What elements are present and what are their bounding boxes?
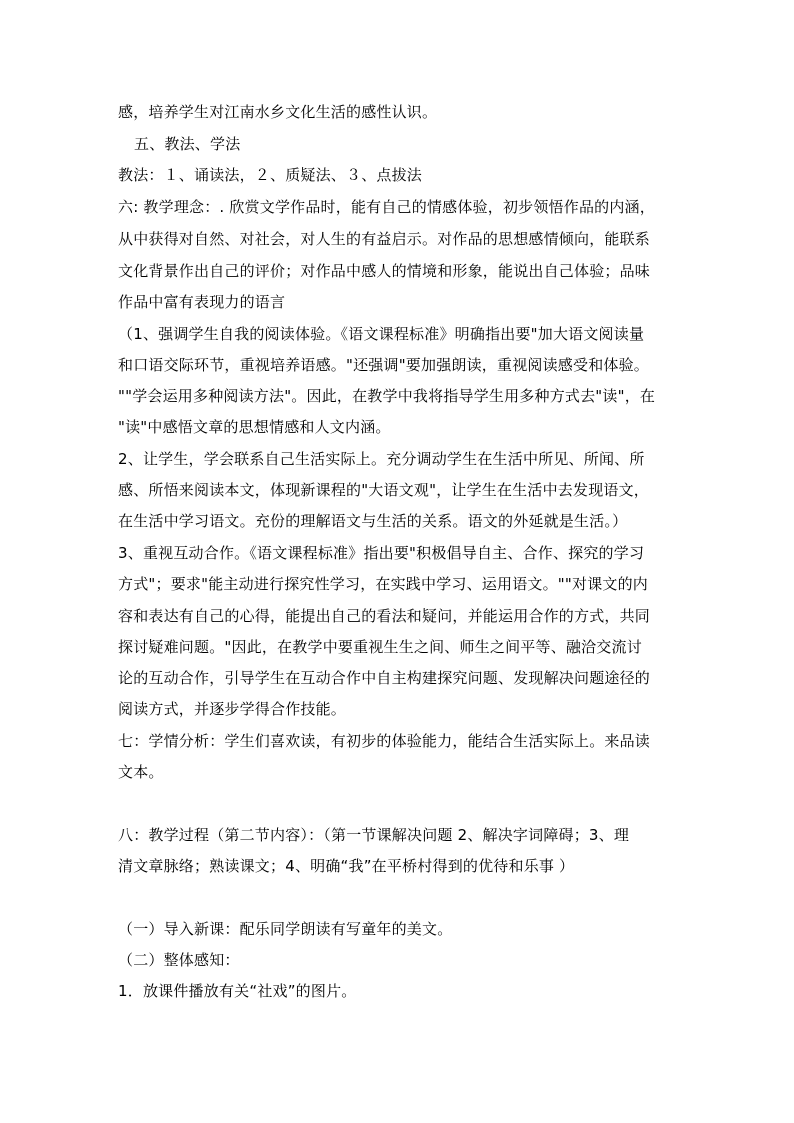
text-line: 1．放课件播放有关“社戏”的图片。 [118, 982, 357, 1000]
text-line: （1、强调学生自我的阅读体验。《语文课程标准》明确指出要"加大语文阅读量 [118, 325, 645, 343]
text-line: 2、让学生，学会联系自己生活实际上。充分调动学生在生活中所见、所闻、所 [118, 450, 645, 468]
text-line: 八：教学过程（第二节内容）：（第一节课解决问题 2、解决字词障碍；3、理 [118, 826, 630, 844]
text-line: 探讨疑难问题。"因此，在教学中要重视生生之间、师生之间平等、融洽交流讨 [118, 638, 642, 656]
section-heading: 五、教法、学法 [134, 135, 241, 153]
text-line: 教法：１、诵读法，２、质疑法、３、点拔法 [118, 166, 423, 184]
text-line: 和口语交际环节，重视培养语感。"还强调"要加强朗读，重视阅读感受和体验。 [118, 356, 650, 374]
text-line: "读"中感悟文章的思想情感和人文内涵。 [118, 418, 391, 436]
text-line: 阅读方式，并逐步学得合作技能。 [118, 700, 347, 718]
text-line: 方式"；要求"能主动进行探究性学习，在实践中学习、运用语文。""对课文的内 [118, 575, 649, 593]
text-line: 3、重视互动合作。《语文课程标准》指出要"积极倡导自主、合作、探究的学习 [118, 544, 645, 562]
text-line: 在生活中学习语文。充份的理解语文与生活的关系。语文的外延就是生活。） [118, 512, 628, 530]
text-line: （二）整体感知： [118, 951, 240, 969]
text-line: 作品中富有表现力的语言 [118, 293, 286, 311]
text-line: （一）导入新课：配乐同学朗读有写童年的美文。 [118, 920, 453, 938]
text-line: 容和表达有自己的心得，能提出自己的看法和疑问，并能运用合作的方式，共同 [118, 607, 651, 625]
text-line: 文本。 [118, 763, 164, 781]
text-line: 清文章脉络；熟读课文；4、明确“我”在平桥村得到的优待和乐事 ） [118, 857, 575, 875]
text-line: ""学会运用多种阅读方法"。因此，在教学中我将指导学生用多种方式去"读"，在 [118, 387, 656, 405]
text-line: 文化背景作出自己的评价；对作品中感人的情境和形象，能说出自己体验；品味 [118, 262, 651, 280]
text-line: 感，培养学生对江南水乡文化生活的感性认识。 [118, 103, 438, 121]
text-line: 感、所悟来阅读本文，体现新课程的"大语文观"，让学生在生活中去发现语文， [118, 481, 650, 499]
text-line: 论的互动合作，引导学生在互动合作中自主构建探究问题、发现解决问题途径的 [118, 669, 651, 687]
text-line: 从中获得对自然、对社会，对人生的有益启示。对作品的思想感情倾向，能联系 [118, 230, 651, 248]
text-line: 六: 教学理念：. 欣赏文学作品时，能有自己的情感体验，初步领悟作品的内涵， [118, 198, 655, 216]
text-line: 七：学情分析：学生们喜欢读，有初步的体验能力，能结合生活实际上。来品读 [118, 732, 651, 750]
